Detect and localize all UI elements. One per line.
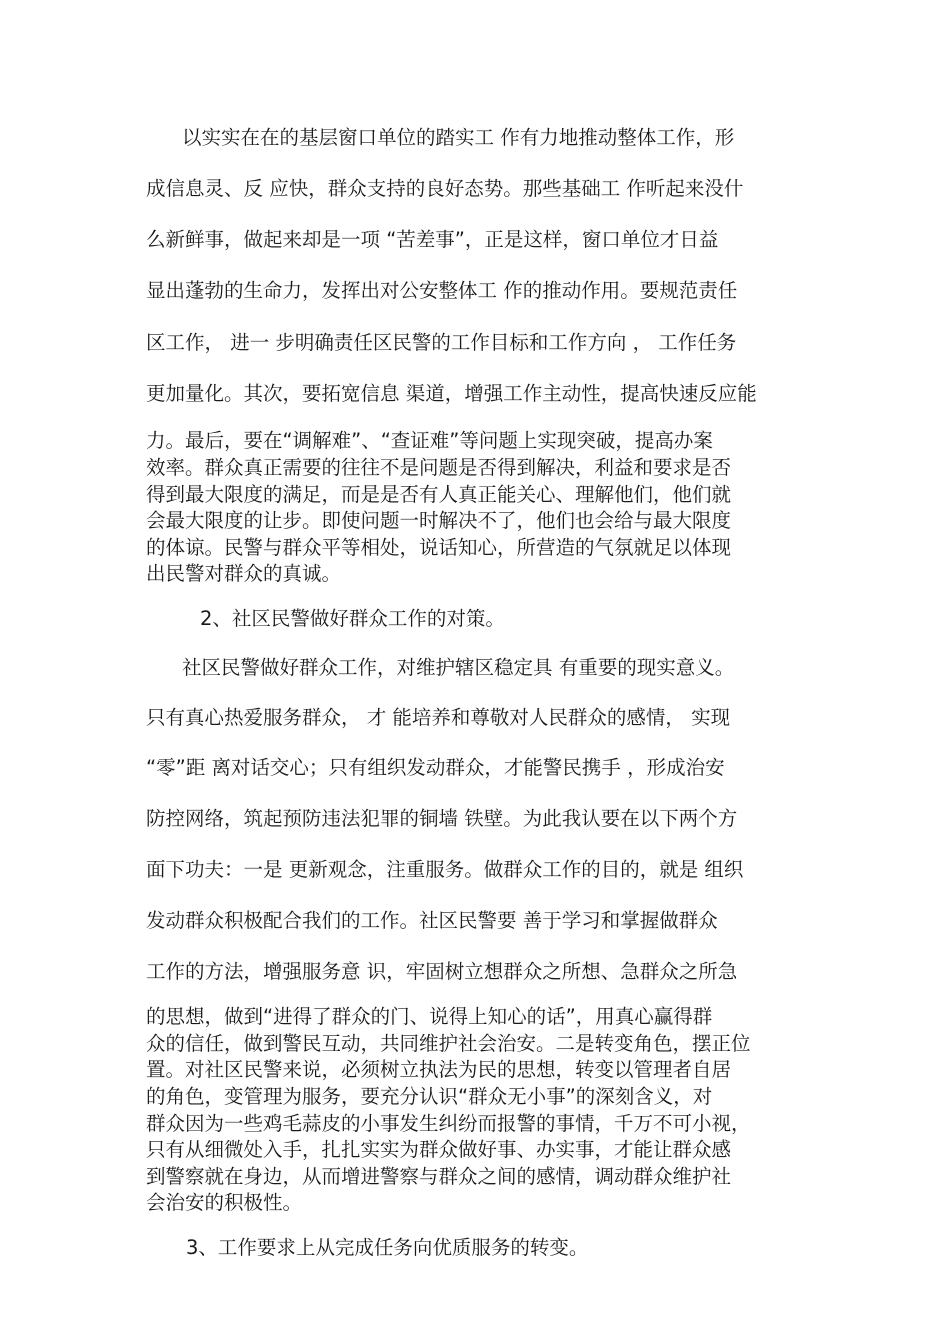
paragraph-1-line-9: 得到最大限度的满足，而是是否有人真正能关心、理解他们，他们就	[146, 483, 732, 506]
paragraph-1-line-11: 的体谅。民警与群众平等相处，说话知心，所营造的气氛就足以体现	[146, 536, 732, 559]
paragraph-1-line-3: 么新鲜事，做起来却是一项 “苦差事”，正是这样，窗口单位才日益	[146, 228, 719, 251]
paragraph-2-line-13: 只有从细微处入手，扎扎实实为群众做好事、办实事，才能让群众感	[146, 1138, 732, 1161]
paragraph-1-line-12: 出民警对群众的真诚。	[146, 562, 342, 585]
paragraph-1-line-1: 以实实在在的基层窗口单位的踏实工 作有力地推动整体工作，形	[182, 126, 735, 149]
paragraph-2-line-15: 会治安的积极性。	[146, 1191, 303, 1214]
paragraph-2-line-1: 社区民警做好群众工作，对维护辖区稳定具 有重要的现实意义。	[182, 656, 735, 679]
paragraph-2-line-11: 的角色，变管理为服务，要充分认识“群众无小事”的深刻含义，对	[146, 1085, 713, 1108]
section-heading-2: 2、社区民警做好群众工作的对策。	[200, 607, 505, 630]
paragraph-2-line-9: 众的信任，做到警民互动，共同维护社会治安。二是转变角色，摆正位	[146, 1032, 751, 1055]
paragraph-1-line-10: 会最大限度的让步。即使问题一时解决不了，他们也会给与最大限度	[146, 509, 732, 532]
paragraph-2-line-7: 工作的方法，增强服务意 识，牢固树立想群众之所想、急群众之所急	[146, 960, 738, 983]
paragraph-2-line-2: 只有真心热爱服务群众， 才 能培养和尊敬对人民群众的感情， 实现	[146, 706, 731, 729]
paragraph-1-line-4: 显出蓬勃的生命力，发挥出对公安整体工 作的推动作用。要规范责任	[146, 279, 738, 302]
paragraph-2-line-8: 的思想，做到“进得了群众的门、说得上知心的话”，用真心赢得群	[146, 1005, 713, 1028]
paragraph-2-line-4: 防控网络，筑起预防违法犯罪的铜墙 铁壁。为此我认要在以下两个方	[146, 807, 738, 830]
paragraph-1-line-8: 效率。群众真正需要的往往不是问题是否得到解决，利益和要求是否	[146, 456, 732, 479]
paragraph-1-line-5: 区工作， 进一 步明确责任区民警的工作目标和工作方向 ， 工作任务	[146, 331, 737, 354]
section-heading-3: 3、工作要求上从完成任务向优质服务的转变。	[186, 1236, 589, 1259]
paragraph-1-line-6: 更加量化。其次，要拓宽信息 渠道，增强工作主动性，提高快速反应能	[146, 382, 757, 405]
paragraph-2-line-6: 发动群众积极配合我们的工作。社区民警要 善于学习和掌握做群众	[146, 909, 718, 932]
paragraph-2-line-3: “零”距 离对话交心；只有组织发动群众，才能警民携手 ，形成治安	[146, 756, 725, 779]
paragraph-2-line-5: 面下功夫：一是 更新观念，注重服务。做群众工作的目的，就是 组织	[146, 858, 744, 881]
paragraph-2-line-14: 到警察就在身边，从而增进警察与群众之间的感情，调动群众维护社	[146, 1165, 732, 1188]
paragraph-1-line-2: 成信息灵、反 应快，群众支持的良好态势。那些基础工 作听起来没什	[146, 177, 744, 200]
paragraph-2-line-12: 群众因为一些鸡毛蒜皮的小事发生纠纷而报警的事情，千万不可小视，	[146, 1112, 751, 1135]
paragraph-1-line-7: 力。最后，要在“调解难”、“查证难”等问题上实现突破，提高办案	[146, 429, 713, 452]
paragraph-2-line-10: 置。对社区民警来说，必须树立执法为民的思想，转变以管理者自居	[146, 1058, 732, 1081]
